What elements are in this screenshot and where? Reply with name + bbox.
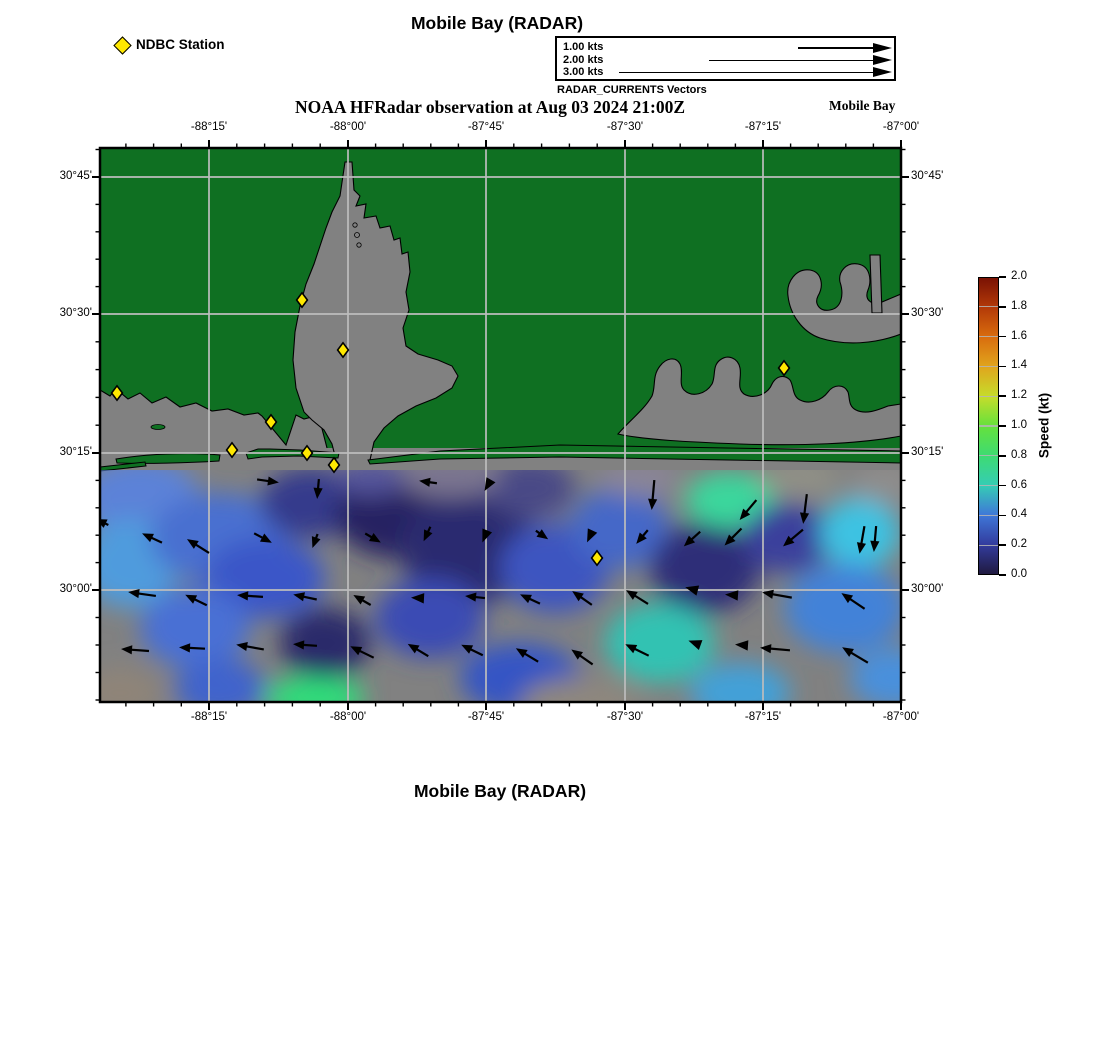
colorbar-tick: [999, 544, 1006, 546]
colorbar-tick: [999, 515, 1006, 517]
colorbar-tick: [999, 336, 1006, 338]
vector-legend-label: 2.00 kts: [563, 53, 604, 66]
colorbar-gridline: [979, 336, 998, 337]
y-axis-label-left: 30°15': [59, 446, 92, 458]
vector-legend-caption: RADAR_CURRENTS Vectors: [557, 84, 707, 96]
x-axis-label-bottom: -88°00': [329, 711, 367, 723]
speed-field-blob: [175, 658, 265, 716]
colorbar-tick-label: 0.2: [1011, 538, 1027, 551]
region-label: Mobile Bay: [829, 98, 896, 113]
colorbar-tick-label: 1.8: [1011, 299, 1027, 312]
colorbar-tick-label: 0.8: [1011, 448, 1027, 461]
y-axis-label-right: 30°30': [911, 307, 944, 319]
colorbar-gridline: [979, 306, 998, 307]
speed-field-blob: [820, 498, 900, 568]
colorbar-gridline: [979, 485, 998, 486]
colorbar-tick: [999, 455, 1006, 457]
x-axis-label-bottom: -87°45': [467, 711, 505, 723]
x-axis-label-bottom: -87°15': [744, 711, 782, 723]
footer-title: Mobile Bay (RADAR): [413, 781, 587, 801]
y-axis-label-left: 30°00': [59, 583, 92, 595]
y-axis-label-right: 30°45': [911, 170, 944, 182]
vector-arrow-head-icon: [873, 55, 892, 65]
y-axis-label-right: 30°00': [911, 583, 944, 595]
colorbar-tick: [999, 276, 1006, 278]
speed-field-blob: [280, 608, 370, 678]
y-axis-label-left: 30°30': [59, 307, 92, 319]
colorbar-title: Speed (kt): [1036, 392, 1052, 459]
observation-subtitle: NOAA HFRadar observation at Aug 03 2024 21:00Z: [295, 97, 686, 117]
delta-river-fragment: [353, 223, 357, 227]
ndbc-station-label: NDBC Station: [136, 37, 225, 52]
delta-river-fragment: [357, 243, 361, 247]
colorbar-gridline: [979, 515, 998, 516]
x-axis-label-bottom: -88°15': [190, 711, 228, 723]
colorbar-tick-label: 1.0: [1011, 419, 1027, 431]
x-axis-label-top: -88°15': [190, 121, 228, 133]
colorbar-tick: [999, 574, 1006, 576]
y-axis-label-right: 30°15': [911, 446, 944, 458]
vector-arrow-shaft: [798, 47, 874, 49]
colorbar-gridline: [979, 545, 998, 546]
y-axis-label-left: 30°45': [59, 170, 92, 182]
colorbar-tick: [999, 366, 1006, 368]
colorbar-tick-label: 1.4: [1011, 359, 1027, 372]
colorbar-tick-label: 0.6: [1011, 478, 1027, 491]
colorbar-gridline: [979, 366, 998, 367]
colorbar-tick-label: 1.6: [1011, 329, 1027, 342]
colorbar-tick: [999, 306, 1006, 308]
vector-scale-legend: [555, 36, 896, 81]
sound-islet: [151, 425, 165, 430]
vector-legend-label: 1.00 kts: [563, 41, 604, 54]
colorbar-tick-label: 0.0: [1011, 568, 1027, 580]
x-axis-label-bottom: -87°00': [882, 711, 920, 723]
vector-arrow-head-icon: [873, 67, 892, 77]
x-axis-label-top: -87°30': [606, 121, 644, 133]
speed-field-blob: [785, 563, 905, 653]
colorbar-gridline: [979, 455, 998, 456]
perdido-channel-water: [870, 255, 882, 313]
colorbar-tick-label: 2.0: [1011, 270, 1027, 282]
vector-legend-label: 3.00 kts: [563, 66, 604, 78]
colorbar-tick: [999, 395, 1006, 397]
colorbar-tick-label: 0.4: [1011, 508, 1027, 521]
vector-arrow-head-icon: [873, 43, 892, 53]
delta-river-fragment: [355, 233, 360, 238]
colorbar-tick-label: 1.2: [1011, 389, 1027, 402]
colorbar-tick: [999, 485, 1006, 487]
x-axis-label-bottom: -87°30': [606, 711, 644, 723]
vector-arrow-shaft: [619, 72, 874, 74]
x-axis-label-top: -87°15': [744, 121, 782, 133]
colorbar-gridline: [979, 396, 998, 397]
colorbar-tick: [999, 425, 1006, 427]
vector-arrow-shaft: [709, 60, 874, 62]
page-title: Mobile Bay (RADAR): [410, 13, 584, 33]
ndbc-station-icon: [113, 36, 131, 54]
colorbar-gridline: [979, 425, 998, 426]
map-canvas: [88, 136, 914, 716]
x-axis-label-top: -88°00': [329, 121, 367, 133]
x-axis-label-top: -87°00': [882, 121, 920, 133]
x-axis-label-top: -87°45': [467, 121, 505, 133]
